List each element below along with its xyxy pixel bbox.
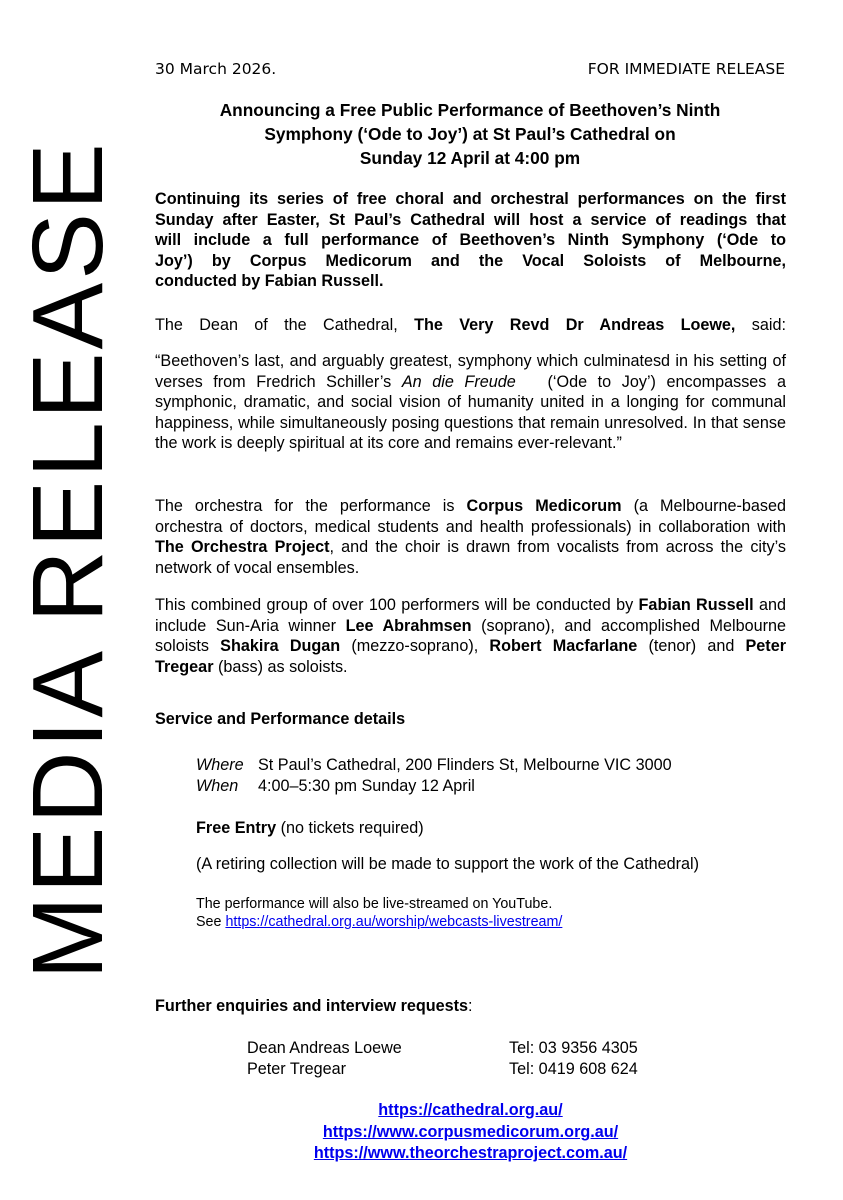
media-release-banner: MEDIA RELEASE: [12, 140, 124, 980]
enquiries-heading: [155, 996, 786, 1017]
livestream-text: The performance will also be live-streamed on YouTube.: [196, 896, 553, 912]
venue-details: [196, 755, 672, 796]
paragraph-text: This combined group of over 100 performers will be conducted by: [155, 596, 634, 614]
tenor-name: Robert Macfarlane: [489, 637, 638, 656]
cathedral-website-link[interactable]: https://cathedral.org.au/: [378, 1101, 563, 1119]
see-label: See: [196, 913, 222, 930]
enquiries-heading-text: Further enquiries and interview requests: [155, 997, 469, 1015]
lead-paragraph: [155, 189, 786, 292]
conductor-name: Fabian Russell: [638, 596, 754, 614]
dean-name: The Very Revd Dr Andreas Loewe,: [414, 316, 736, 334]
immediate-release-label: FOR IMMEDIATE RELEASE: [587, 60, 785, 78]
lead-line: conducted by Fabian Russell.: [155, 272, 384, 291]
orchestra-name: Corpus Medicorum: [466, 497, 622, 515]
where-row: [196, 755, 672, 776]
livestream-link-row: [196, 914, 562, 932]
quote-work-title: An die Freude: [401, 372, 516, 391]
lead-line: Joy’) by Corpus Medicorum and the Vocal Soloists of Melbourne,: [155, 251, 786, 270]
paragraph-text: and include Sun-Aria winner: [155, 596, 787, 635]
header-row: [155, 60, 785, 78]
enquiries-colon: :: [468, 997, 473, 1015]
paragraph-text: (mezzo-soprano),: [351, 637, 479, 656]
lead-line: Sunday after Easter, St Paul’s Cathedral will host a service of readings that: [155, 210, 786, 229]
paragraph-text: (a Melbourne-based orchestra of doctors, medical students and health professionals) in collaboration with: [155, 497, 786, 536]
performers-paragraph: [155, 595, 786, 677]
where-value: St Paul’s Cathedral, 200 Flinders St, Melbourne VIC 3000: [258, 756, 672, 774]
contact-row: [247, 1059, 638, 1080]
paragraph-text: The orchestra for the performance is: [155, 497, 455, 515]
livestream-note: [196, 896, 562, 931]
paragraph-text: (bass) as soloists.: [218, 657, 348, 676]
orchestra-paragraph: [155, 496, 786, 578]
livestream-link[interactable]: https://cathedral.org.au/worship/webcasts-livestream/: [225, 913, 563, 930]
entry-note: (no tickets required): [280, 819, 424, 837]
details-heading: Service and Performance details: [155, 710, 406, 728]
title-line: Sunday 12 April at 4:00 pm: [359, 148, 581, 168]
contact-list: [247, 1038, 638, 1079]
orchestra-project-website-link[interactable]: https://www.theorchestraproject.com.au/: [313, 1144, 628, 1162]
when-value: 4:00–5:30 pm Sunday 12 April: [258, 776, 475, 795]
release-title: [155, 98, 785, 170]
when-row: [196, 776, 672, 797]
paragraph-text: , and the choir is drawn from vocalists from across the city’s network of vocal ensembles.: [155, 538, 786, 577]
title-line: Announcing a Free Public Performance of Beethoven’s Ninth: [219, 100, 721, 120]
release-date: 30 March 2026.: [155, 60, 277, 78]
lead-line: Continuing its series of free choral and orchestral performances on the first: [155, 190, 786, 208]
contact-name: Peter Tregear: [247, 1059, 346, 1078]
paragraph-text: (soprano), and accomplished Melbourne soloists: [155, 616, 786, 656]
entry-line: [196, 818, 424, 839]
corpus-medicorum-website-link[interactable]: https://www.corpusmedicorum.org.au/: [322, 1122, 619, 1141]
quote-text: “Beethoven’s last, and arguably greatest, symphony which culminatesd in his setting of verses from Fredrich Schiller’s: [155, 352, 786, 391]
partner-name: The Orchestra Project: [155, 538, 330, 557]
mezzo-name: Shakira Dugan: [220, 637, 341, 656]
dean-intro: [155, 315, 786, 336]
contact-tel: Tel: 03 9356 4305: [509, 1039, 638, 1057]
dean-intro-prefix: The Dean of the Cathedral,: [155, 316, 398, 334]
contact-name: Dean Andreas Loewe: [247, 1039, 402, 1057]
title-line: Symphony (‘Ode to Joy’) at St Paul’s Cathedral on: [264, 124, 676, 144]
contact-row: [247, 1038, 638, 1059]
soprano-name: Lee Abrahmsen: [345, 616, 472, 635]
free-entry-label: Free Entry: [196, 819, 277, 837]
bass-name: Peter Tregear: [155, 637, 786, 676]
website-links: [155, 1100, 786, 1165]
dean-quote: [155, 351, 786, 454]
dean-intro-suffix: said:: [751, 316, 786, 334]
lead-line: will include a full performance of Beethoven’s Ninth Symphony (‘Ode to: [155, 231, 786, 250]
quote-text: (‘Ode to Joy’) encompasses a symphonic, dramatic, and social vision of humanity united in a longing for communal happiness, while simultaneously posing questions that remain unresolved. In that sense the work is deeply spiritual at its core and remains ever-relevant.”: [155, 372, 786, 453]
when-label: When: [196, 776, 239, 795]
paragraph-text: (tenor) and: [648, 637, 735, 656]
where-label: Where: [196, 756, 244, 774]
collection-note: (A retiring collection will be made to support the work of the Cathedral): [196, 855, 699, 873]
contact-tel: Tel: 0419 608 624: [509, 1059, 638, 1078]
